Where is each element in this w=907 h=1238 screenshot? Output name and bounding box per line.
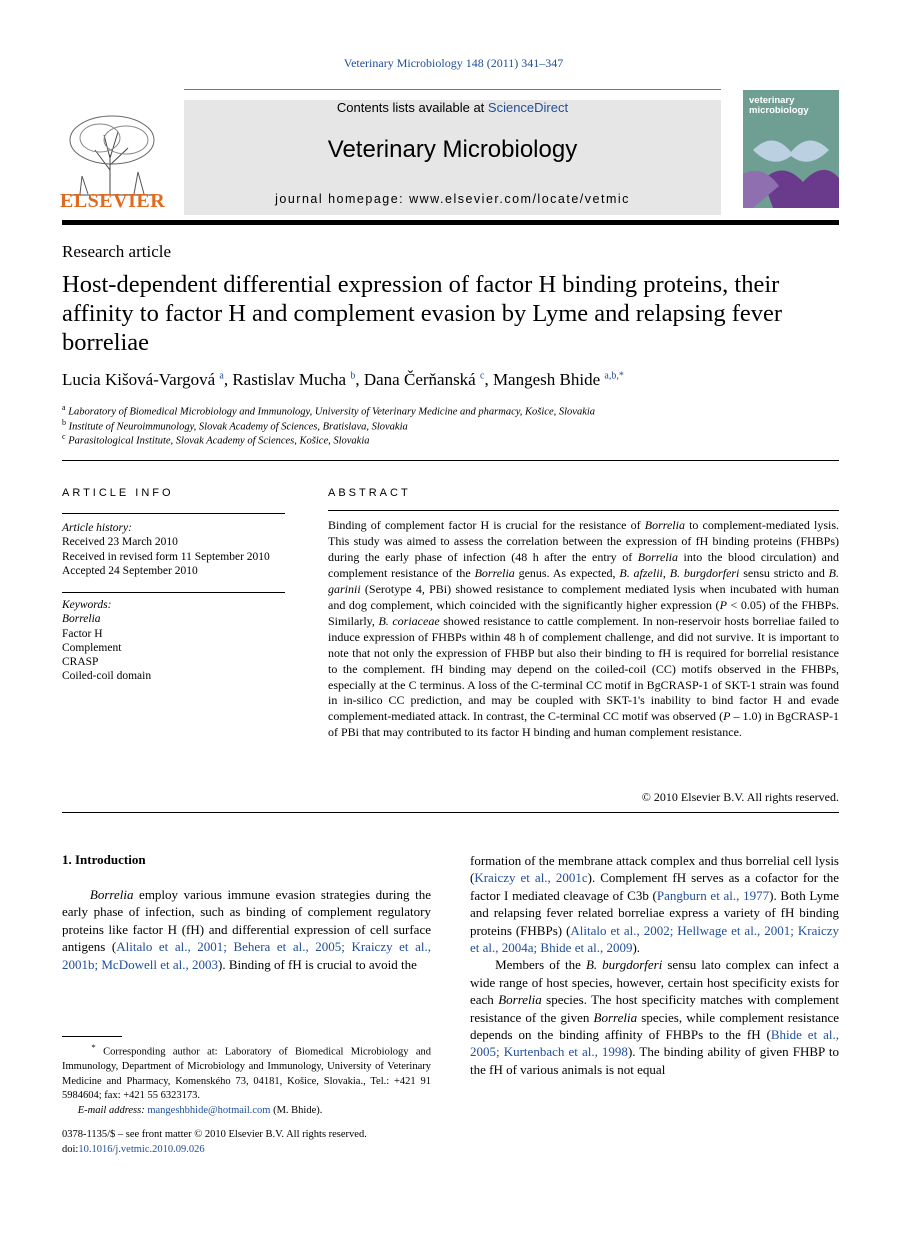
article-history xyxy=(62,521,287,578)
doi-prefix: doi: xyxy=(62,1143,79,1155)
cover-title: veterinary microbiology xyxy=(749,95,809,116)
corresponding-author: Corresponding author at: Laboratory of Biomedical Microbiology and Immunology, Department of Microbiology and Immunology, University of Veterinary Medicine and Pharmacy, Komenského 73, 04181, Košice, Slovakia., Tel.: +421 91 5984604; fax: +421 55 6323173. xyxy=(62,1046,432,1101)
section-heading: 1. Introduction xyxy=(62,852,146,867)
journal-name: Veterinary Microbiology xyxy=(327,136,578,163)
affiliation xyxy=(62,432,370,447)
revised-date: Received in revised form 11 September 2010 xyxy=(62,550,270,563)
affiliation xyxy=(62,403,595,418)
footnote: * Corresponding author at: Laboratory of Biomedical Microbiology and Immunology, Department of Microbiology and Immunology, University of Veterinary Medicine and Pharmacy, Komenského 73, 04181, Košice, Slovakia., Tel.: +421 91 5984604; fax: +421 55 6323173. E-mail address: mangeshbhide@hotmail.com (M. Bhide). xyxy=(62,1042,432,1116)
elsevier-wordmark: ELSEVIER xyxy=(60,190,166,212)
doi-link[interactable]: 10.1016/j.vetmic.2010.09.026 xyxy=(78,1143,205,1155)
citation-link[interactable]: Alitalo et al., 2002; Hellwage et al., 2001; Kraiczy et al., 2004a; Bhide et al., 2009 xyxy=(470,922,839,956)
body-column-right: formation of the membrane attack complex and thus borrelial cell lysis (Kraiczy et al., 2001c). Complement fH serves as a cofactor for the factor I mediated cleavage of C3b (Pangburn et al., 1977). Both Lyme and relapsing fever related borreliae express a variety of fH binding proteins (FHBPs) (Alitalo et al., 2002; Hellwage et al., 2001; Kraiczy et al., 2004a; Bhide et al., 2009). Members of the B. burgdorferi sensu lato complex can infect a wide range of host species, however, certain host specificity exists for each Borrelia species. The host specificity matches with complement resistance of the given Borrelia species, while complement resistance depends on the binding affinity of FHBPs to the fH (Bhide et al., 2005; Kurtenbach et al., 1998). The binding ability of given FHBP to the fH of various animals is not equal xyxy=(470,853,840,1077)
author-name: Mangesh Bhide xyxy=(492,370,601,389)
author-list: Lucia Kišová-Vargová $^a$, Rastislav Mucha $^b$, Dana Čerňanská $^c$, Mangesh Bhide $^{a,b,*}$ xyxy=(62,370,624,389)
keyword: Coiled-coil domain xyxy=(62,670,152,683)
keyword: Factor H xyxy=(62,627,103,640)
history-label: Article history: xyxy=(62,522,132,534)
header-top-rule xyxy=(184,89,721,90)
keywords-rule xyxy=(62,592,285,593)
citation-link[interactable]: Kraiczy et al., 2001c xyxy=(474,870,588,886)
header-thick-rule xyxy=(62,220,839,225)
contents-prefix: Contents lists available at xyxy=(336,100,488,115)
affiliation-mark: a xyxy=(62,403,66,412)
email-label: E-mail address: xyxy=(77,1104,145,1116)
journal-homepage[interactable]: journal homepage: www.elsevier.com/locate/vetmic xyxy=(275,192,630,206)
citation-link[interactable]: Bhide et al., 2005; Kurtenbach et al., 1998 xyxy=(470,1027,839,1060)
article-type: Research article xyxy=(62,242,172,261)
keywords-label: Keywords: xyxy=(62,599,112,611)
affiliation-text: Parasitological Institute, Slovak Academy of Sciences, Košice, Slovakia xyxy=(68,435,370,447)
affiliation-text: Institute of Neuroimmunology, Slovak Academy of Sciences, Bratislava, Slovakia xyxy=(68,421,408,433)
article-info-heading: ARTICLE INFO xyxy=(62,487,174,499)
author-affiliation-mark[interactable]: a xyxy=(219,370,224,382)
affiliation xyxy=(62,418,408,433)
affiliation-mark: b xyxy=(62,418,66,427)
sciencedirect-link[interactable]: ScienceDirect xyxy=(487,100,569,115)
article-title: Host-dependent differential expression of factor H binding proteins, their affinity to factor H and complement evasion by Lyme and relapsing fever borreliae xyxy=(62,271,783,356)
affiliation-mark: c xyxy=(62,432,66,441)
author-name: Rastislav Mucha xyxy=(232,370,347,389)
abstract-body: Binding of complement factor H is crucial for the resistance of Borrelia to complement-mediated lysis. This study was aimed to assess the correlation between the expression of fH binding proteins (FHBPs) during the early phase of infection (48 h after the entry of Borrelia into the blood circulation) and complement resistance of the Borrelia genus. As expected, B. afzelii, B. burgdorferi sensu stricto and B. garinii (Serotype 4, PBi) showed resistance to complement mediated lysis when incubated with human and dog complement, which coincided with the significantly higher expression (P < 0.05) of the FHBPs. Similarly, B. coriaceae showed resistance to cattle complement. In non-reservoir hosts borreliae failed to induce expression of FHBPs within 48 h of complement challenge, and did not survive. It is important to note that not only the expression of FHBP but also their binding to fH is required for borrelial resistance to the complement. fH binding may depend on the coiled-coil (CC) motifs observed in the FHBPs, especially at the C terminus. A loss of the C-terminal CC motif in BgCRASP-1 of SKT-1 strain was found in in-silico CC prediction, and may be coupled with SKT-1's inability to bind factor H and evade complement-mediated attack. In contrast, the C-terminal CC motif was observed (P – 1.0) in BgCRASP-1 of PBi that may contributed to its factor H binding and human complement resistance. xyxy=(328,518,840,740)
article-info-rule xyxy=(62,513,285,514)
email-link[interactable]: mangeshbhide@hotmail.com xyxy=(147,1104,271,1116)
keywords xyxy=(62,598,287,684)
accepted-date: Accepted 24 September 2010 xyxy=(62,564,198,577)
body-column-left: Borrelia employ various immune evasion strategies during the early phase of infection, such as binding of complement regulatory proteins like factor H (fH) and differential expression of cell surface antigens (Alitalo et al., 2001; Behera et al., 2005; Kraiczy et al., 2001b; McDowell et al., 2003). Binding of fH is crucial to avoid the xyxy=(62,887,432,972)
abstract-heading: ABSTRACT xyxy=(328,487,411,499)
footnote-rule xyxy=(62,1036,122,1037)
keyword: Complement xyxy=(62,641,122,654)
affiliation-text: Laboratory of Biomedical Microbiology and Immunology, University of Veterinary Medicine and pharmacy, Košice, Slovakia xyxy=(68,406,596,418)
citation-link[interactable]: Pangburn et al., 1977 xyxy=(656,887,770,903)
keyword: CRASP xyxy=(62,656,99,669)
author-affiliation-mark[interactable]: c xyxy=(479,370,485,382)
citation-link[interactable]: Alitalo et al., 2001; Behera et al., 2005; Kraiczy et al., 2001b; McDowell et al., 2003 xyxy=(62,939,431,972)
title-rule xyxy=(62,460,839,461)
journal-reference[interactable]: Veterinary Microbiology 148 (2011) 341–347 xyxy=(343,56,564,70)
author-name: Dana Čerňanská xyxy=(363,370,476,389)
abstract-rule xyxy=(328,510,839,511)
contents-line xyxy=(184,100,721,115)
abstract-end-rule xyxy=(62,812,839,813)
received-date: Received 23 March 2010 xyxy=(62,536,178,549)
keyword: Borrelia xyxy=(62,613,101,626)
email-suffix: (M. Bhide). xyxy=(273,1104,323,1116)
author-affiliation-mark[interactable]: b xyxy=(350,370,356,382)
author-name: Lucia Kišová-Vargová xyxy=(62,370,216,389)
issn-line: 0378-1135/$ – see front matter © 2010 Elsevier B.V. All rights reserved. xyxy=(62,1129,367,1140)
front-matter xyxy=(62,1128,442,1157)
copyright: © 2010 Elsevier B.V. All rights reserved. xyxy=(641,790,839,804)
author-affiliation-mark[interactable]: a,b,* xyxy=(604,370,624,382)
